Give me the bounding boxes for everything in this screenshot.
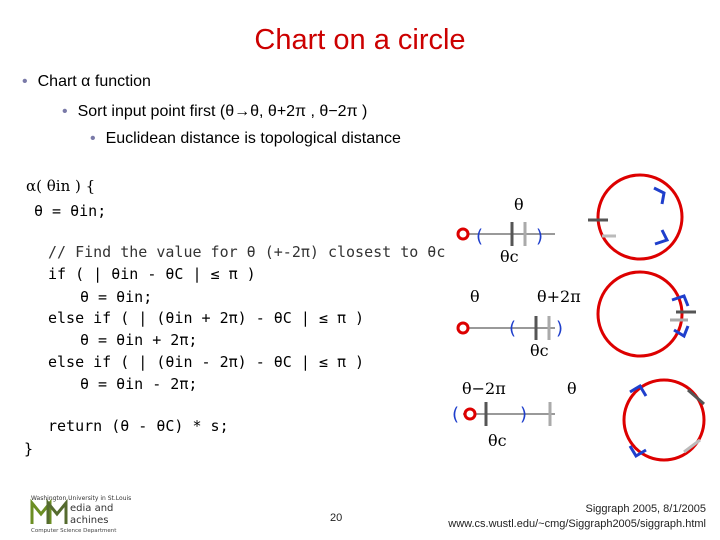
code-line-5: θ = θin; [80,288,153,306]
input-point-marker [465,409,475,419]
bullet-dot: • [22,73,28,90]
row2-thetac-label: θc [530,341,549,360]
slide-title: Chart on a circle [254,24,466,56]
svg-text:(: ( [509,318,517,339]
svg-text:): ) [556,318,564,339]
row1-theta-label: θ [514,195,524,214]
svg-text:(: ( [476,226,484,247]
code-line-close: } [24,440,34,458]
svg-text:(: ( [452,404,460,425]
code-line-return: return (θ - θC) * s; [48,417,229,435]
code-line-8: else if ( | (θin - 2π) - θC | ≤ π ) [48,353,365,371]
row2-circle [598,272,696,356]
code-line-1: α( θin ) { [26,177,96,195]
logo-university: Washington University in St.Louis [31,495,132,502]
footer-reference [448,502,706,532]
code-line-7: θ = θin + 2π; [80,331,198,349]
row2-theta-plus-label: θ+2π [537,287,581,306]
svg-text:): ) [536,226,544,247]
row3-thetac-label: θc [488,431,507,450]
footer-line-1: Siggraph 2005, 8/1/2005 [585,503,706,515]
row3-circle [624,380,704,460]
code-line-2: θ = θin; [34,202,107,220]
bullet-2-text: Sort input point first (θ→θ, θ+2π , θ−2π ) [77,103,368,120]
input-point-marker [458,323,468,333]
row2-theta-label: θ [470,287,480,306]
row2-line-diagram [458,287,581,360]
logo-word-1: edia and [70,503,114,514]
svg-text:): ) [520,404,528,425]
code-line-4: if ( | θin - θC | ≤ π ) [48,265,256,283]
logo-word-2: achines [70,515,109,526]
footer-line-2: www.cs.wustl.edu/~cmg/Siggraph2005/siggraph.html [448,518,706,530]
row3-line-diagram [452,379,577,450]
row3-theta-minus-label: θ−2π [462,379,506,398]
bullet-1-text: Chart α function [37,73,151,90]
row1-line-diagram [458,195,555,266]
bullet-dot: • [62,103,68,120]
media-machines-logo [31,495,131,534]
bullet-dot: • [90,130,96,147]
row3-theta-label: θ [567,379,577,398]
logo-department: Computer Science Department [31,528,117,534]
code-comment: // Find the value for θ (+-2π) closest to θc [48,243,446,261]
code-line-6: else if ( | (θin + 2π) - θC | ≤ π ) [48,309,365,327]
row1-circle [588,175,682,259]
input-point-marker [458,229,468,239]
bullet-3-text: Euclidean distance is topological distance [105,130,401,147]
page-number: 20 [330,512,343,524]
row1-thetac-label: θc [500,247,519,266]
code-line-9: θ = θin - 2π; [80,375,198,393]
